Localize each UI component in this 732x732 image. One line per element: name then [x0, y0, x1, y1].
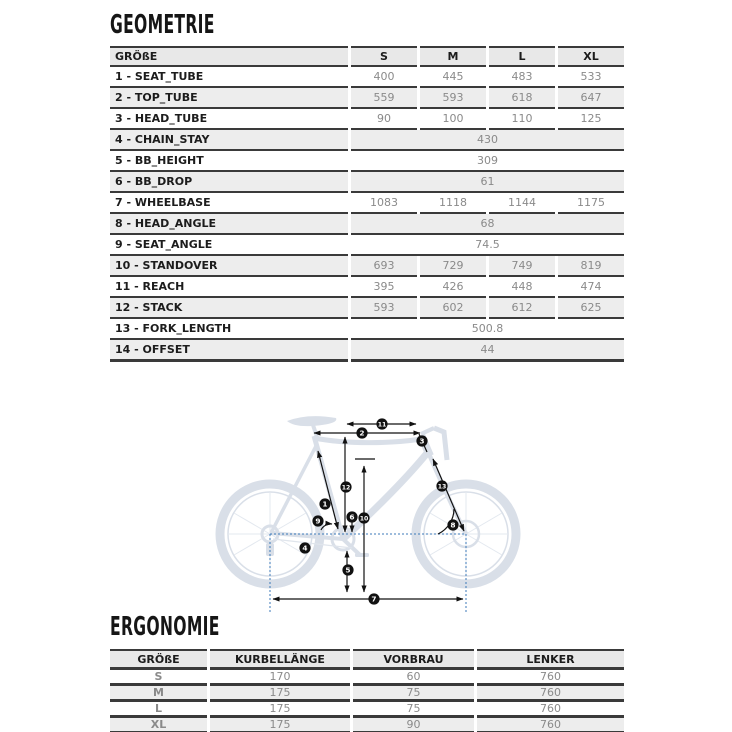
geometry-row-label: 14 - OFFSET	[110, 340, 348, 362]
callout-number-10: 10	[359, 515, 369, 523]
geometry-value-cell: 400	[351, 67, 417, 88]
geometry-shared-value-cell: 309	[351, 151, 624, 172]
saddle	[287, 416, 336, 426]
ergonomics-value-cell: 175	[210, 717, 350, 732]
handlebar	[434, 428, 447, 460]
geometry-table-row	[110, 235, 624, 256]
callout-number-3: 3	[419, 436, 425, 446]
callout-number-12: 12	[341, 484, 351, 492]
ergonomics-value-cell: 90	[353, 717, 474, 732]
geometry-header-s: S	[351, 46, 417, 67]
geometry-value-cell: 647	[558, 88, 624, 109]
ergonomics-value-cell: 760	[477, 717, 624, 732]
stem	[421, 428, 434, 434]
geometry-value-cell: 693	[351, 256, 417, 277]
geometry-row-label: 6 - BB_DROP	[110, 172, 348, 193]
geometry-row-label: 7 - WHEELBASE	[110, 193, 348, 214]
geometry-row-label: 10 - STANDOVER	[110, 256, 348, 277]
geometry-table-row	[110, 340, 624, 362]
geometry-row-label: 1 - SEAT_TUBE	[110, 67, 348, 88]
ergonomics-table-row	[110, 717, 624, 732]
geometry-shared-value-cell: 61	[351, 172, 624, 193]
geometry-value-cell: 483	[489, 67, 555, 88]
geometry-row-label: 8 - HEAD_ANGLE	[110, 214, 348, 235]
callout-number-13: 13	[437, 483, 447, 491]
ergonomics-section-title: ERGONOMIE	[110, 612, 220, 642]
geometry-value-cell: 1118	[420, 193, 486, 214]
callout-number-2: 2	[359, 428, 365, 438]
geometry-value-cell: 749	[489, 256, 555, 277]
geometry-row-label: 9 - SEAT_ANGLE	[110, 235, 348, 256]
geometry-value-cell: 125	[558, 109, 624, 130]
geometry-row-label: 4 - CHAIN_STAY	[110, 130, 348, 151]
geometry-value-cell: 593	[420, 88, 486, 109]
geometry-table-row	[110, 67, 624, 88]
geometry-value-cell: 1083	[351, 193, 417, 214]
geometry-header-size: GRÖßE	[110, 46, 348, 67]
geometry-shared-value-cell: 44	[351, 340, 624, 362]
geometry-shared-value-cell: 430	[351, 130, 624, 151]
geometry-section-title: GEOMETRIE	[110, 10, 215, 40]
callout-number-7: 7	[371, 594, 377, 604]
geometry-value-cell: 110	[489, 109, 555, 130]
ergonomics-header-row	[110, 649, 624, 669]
ergonomics-size-cell: XL	[110, 717, 207, 732]
ergonomics-table	[107, 649, 627, 732]
geometry-shared-value-cell: 74.5	[351, 235, 624, 256]
geometry-value-cell: 445	[420, 67, 486, 88]
geometry-value-cell: 1144	[489, 193, 555, 214]
geometry-table-row	[110, 256, 624, 277]
ergonomics-value-cell: 75	[353, 701, 474, 717]
geometry-header-m: M	[420, 46, 486, 67]
geometry-table-row	[110, 88, 624, 109]
geometry-table-row	[110, 193, 624, 214]
geometry-value-cell: 448	[489, 277, 555, 298]
geometry-table-row	[110, 277, 624, 298]
geometry-value-cell: 625	[558, 298, 624, 319]
geometry-value-cell: 1175	[558, 193, 624, 214]
geometry-header-row	[110, 46, 624, 67]
geometry-value-cell: 819	[558, 256, 624, 277]
geometry-value-cell: 100	[420, 109, 486, 130]
geometry-value-cell: 618	[489, 88, 555, 109]
geometry-row-label: 3 - HEAD_TUBE	[110, 109, 348, 130]
geometry-row-label: 2 - TOP_TUBE	[110, 88, 348, 109]
ergonomics-header-crank: KURBELLÄNGE	[210, 649, 350, 669]
geometry-table-row	[110, 151, 624, 172]
geometry-row-label: 11 - REACH	[110, 277, 348, 298]
geometry-value-cell: 533	[558, 67, 624, 88]
callout-number-8: 8	[450, 520, 456, 530]
ergonomics-value-cell: 175	[210, 701, 350, 717]
callout-number-9: 9	[315, 516, 321, 526]
ergonomics-size-cell: L	[110, 701, 207, 717]
geometry-value-cell: 729	[420, 256, 486, 277]
geometry-header-l: L	[489, 46, 555, 67]
geometry-table-row	[110, 214, 624, 235]
geometry-table	[107, 46, 627, 362]
pedal	[355, 553, 369, 557]
ergonomics-value-cell: 760	[477, 701, 624, 717]
ergonomics-value-cell: 170	[210, 669, 350, 685]
ergonomics-header-bar: LENKER	[477, 649, 624, 669]
callout-number-11: 11	[377, 421, 387, 429]
ergonomics-header-size: GRÖßE	[110, 649, 207, 669]
geometry-value-cell: 559	[351, 88, 417, 109]
callout-number-6: 6	[349, 512, 355, 522]
ergonomics-table-row	[110, 669, 624, 685]
top-tube	[314, 438, 421, 443]
geometry-row-label: 12 - STACK	[110, 298, 348, 319]
ergonomics-value-cell: 75	[353, 685, 474, 701]
geometry-shared-value-cell: 500.8	[351, 319, 624, 340]
ergonomics-value-cell: 760	[477, 685, 624, 701]
ergonomics-size-cell: S	[110, 669, 207, 685]
bike-sketch	[220, 416, 516, 584]
ergonomics-table-row	[110, 685, 624, 701]
geometry-row-label: 5 - BB_HEIGHT	[110, 151, 348, 172]
geometry-value-cell: 395	[351, 277, 417, 298]
geometry-table-row	[110, 109, 624, 130]
geometry-value-cell: 612	[489, 298, 555, 319]
geometry-value-cell: 602	[420, 298, 486, 319]
geometry-header-xl: XL	[558, 46, 624, 67]
geometry-table-row	[110, 319, 624, 340]
ergonomics-size-cell: M	[110, 685, 207, 701]
ergonomics-header-stem: VORBRAU	[353, 649, 474, 669]
geometry-row-label: 13 - FORK_LENGTH	[110, 319, 348, 340]
geometry-table-row	[110, 172, 624, 193]
callout-number-1: 1	[322, 499, 328, 509]
ergonomics-value-cell: 60	[353, 669, 474, 685]
geometry-value-cell: 90	[351, 109, 417, 130]
bike-geometry-diagram	[0, 388, 732, 633]
geometry-table-row	[110, 130, 624, 151]
geometry-value-cell: 426	[420, 277, 486, 298]
callout-number-5: 5	[345, 565, 351, 575]
ergonomics-table-row	[110, 701, 624, 717]
geometry-shared-value-cell: 68	[351, 214, 624, 235]
geometry-table-row	[110, 298, 624, 319]
ergonomics-value-cell: 175	[210, 685, 350, 701]
geometry-value-cell: 474	[558, 277, 624, 298]
ergonomics-value-cell: 760	[477, 669, 624, 685]
geometry-value-cell: 593	[351, 298, 417, 319]
callout-number-4: 4	[302, 543, 308, 553]
